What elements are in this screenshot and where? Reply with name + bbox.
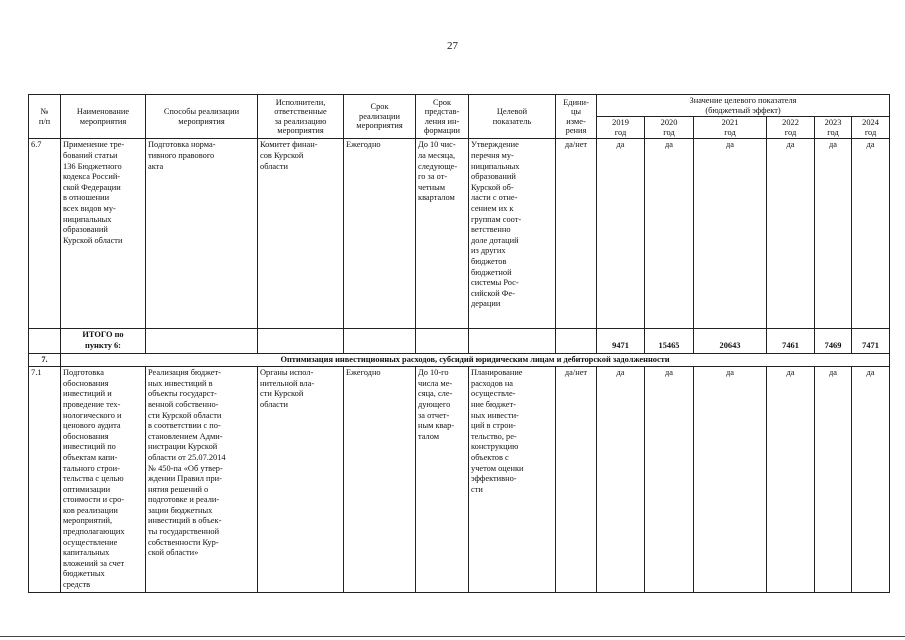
header-methods: Способы реализации мероприятия (146, 95, 258, 139)
page-bottom-rule (0, 636, 905, 637)
row-7-1-num: 7.1 (29, 367, 61, 592)
row-7-1-value-2023: да (815, 367, 852, 592)
row-7-1-deadline: Ежегодно (344, 367, 416, 592)
total-6-value-2021: 20643 (694, 329, 767, 353)
total-6-empty-3 (344, 329, 416, 353)
section-7-num: 7. (29, 353, 61, 367)
header-name: Наименование мероприятия (61, 95, 146, 139)
measures-table (28, 94, 890, 593)
table-row-total-6 (29, 329, 890, 353)
row-6-7-executors: Комитет финан- сов Курской области (258, 139, 344, 329)
row-7-1-executors: Органы испол- нительной вла- сти Курской области (258, 367, 344, 592)
row-7-1-value-2024: да (852, 367, 890, 592)
total-6-value-2024: 7471 (852, 329, 890, 353)
total-6-empty-1 (146, 329, 258, 353)
row-7-1-value-2022: да (767, 367, 815, 592)
total-6-empty-2 (258, 329, 344, 353)
row-6-7-name: Применение тре- бований статьи 136 Бюджетного кодекса Россий- ской Федерации в отношении всех видов му- ниципальных образований Курской области (61, 139, 146, 329)
header-year-2020: 2020 год (645, 117, 694, 139)
document-table-wrapper (28, 94, 884, 593)
row-6-7-deadline: Ежегодно (344, 139, 416, 329)
row-7-1-methods: Реализация бюджет- ных инвестиций в объекты государст- венной собственно- сти Курской области в соответствии с по- становлением Адми- нистрации Курской области от 25.07.2014 № 450-па «Об утвер- ждении Правил при- нятия решений о подготовке и реали- зации бюджетных инвестиций в объек- ты государственной собственности Кур- ской области» (146, 367, 258, 592)
row-6-7-value-2019: да (597, 139, 645, 329)
header-year-2024: 2024 год (852, 117, 890, 139)
table-row-7-1 (29, 367, 890, 592)
row-7-1-unit: да/нет (556, 367, 597, 592)
row-6-7-target: Утверждение перечня му- ниципальных образований Курской об- ласти с отне- сением их к группам соот- ветственно доле дотаций из других бюджетов бюджетной системы Рос- сийской Фе- дерации (469, 139, 556, 329)
header-executors: Исполнители, ответственные за реализацию мероприятия (258, 95, 344, 139)
section-7-row (29, 353, 890, 367)
total-6-value-2022: 7461 (767, 329, 815, 353)
row-7-1-report-deadline: До 10-го числа ме- сяца, сле- дующего за отчет- ным квар- талом (416, 367, 469, 592)
total-6-empty-6 (556, 329, 597, 353)
header-report-deadline: Срок представ- ления ин- формации (416, 95, 469, 139)
page-number: 27 (447, 40, 458, 52)
row-7-1-target: Планирование расходов на осуществле- ние бюджет- ных инвести- ций в строи- тельство, ре- конструкцию объектов с учетом оценки эффективно- сти (469, 367, 556, 592)
header-target: Целевой показатель (469, 95, 556, 139)
table-row-6-7 (29, 139, 890, 329)
row-7-1-name: Подготовка обоснования инвестиций и проведение тех- нологического и ценового аудита обоснования инвестиций по объектам капи- тального строи- тельства с целью оптимизации стоимости и сро- ков реализации мероприятий, предполагающих осуществление капитальных вложений за счет бюджетных средств (61, 367, 146, 592)
total-6-value-2023: 7469 (815, 329, 852, 353)
row-6-7-value-2020: да (645, 139, 694, 329)
header-year-2022: 2022 год (767, 117, 815, 139)
total-6-num (29, 329, 61, 353)
row-6-7-num: 6.7 (29, 139, 61, 329)
total-6-value-2019: 9471 (597, 329, 645, 353)
total-6-empty-4 (416, 329, 469, 353)
row-7-1-value-2020: да (645, 367, 694, 592)
row-6-7-value-2023: да (815, 139, 852, 329)
row-7-1-value-2019: да (597, 367, 645, 592)
total-6-value-2020: 15465 (645, 329, 694, 353)
section-7-title: Оптимизация инвестиционных расходов, субсидий юридическим лицам и дебиторской задолженности (61, 353, 890, 367)
row-6-7-value-2024: да (852, 139, 890, 329)
header-row-1 (29, 95, 890, 117)
header-unit: Едини- цы изме- рения (556, 95, 597, 139)
header-deadline: Срок реализации мероприятия (344, 95, 416, 139)
row-7-1-value-2021: да (694, 367, 767, 592)
total-6-empty-5 (469, 329, 556, 353)
row-6-7-value-2022: да (767, 139, 815, 329)
header-year-2021: 2021 год (694, 117, 767, 139)
header-year-2023: 2023 год (815, 117, 852, 139)
row-6-7-unit: да/нет (556, 139, 597, 329)
row-6-7-report-deadline: До 10 чис- ла месяца, следующе- го за от- четным кварталом (416, 139, 469, 329)
header-value-group: Значение целевого показателя (бюджетный эффект) (597, 95, 890, 117)
row-6-7-methods: Подготовка норма- тивного правового акта (146, 139, 258, 329)
header-num: № п/п (29, 95, 61, 139)
total-6-label: ИТОГО по пункту 6: (61, 329, 146, 353)
header-year-2019: 2019 год (597, 117, 645, 139)
row-6-7-value-2021: да (694, 139, 767, 329)
